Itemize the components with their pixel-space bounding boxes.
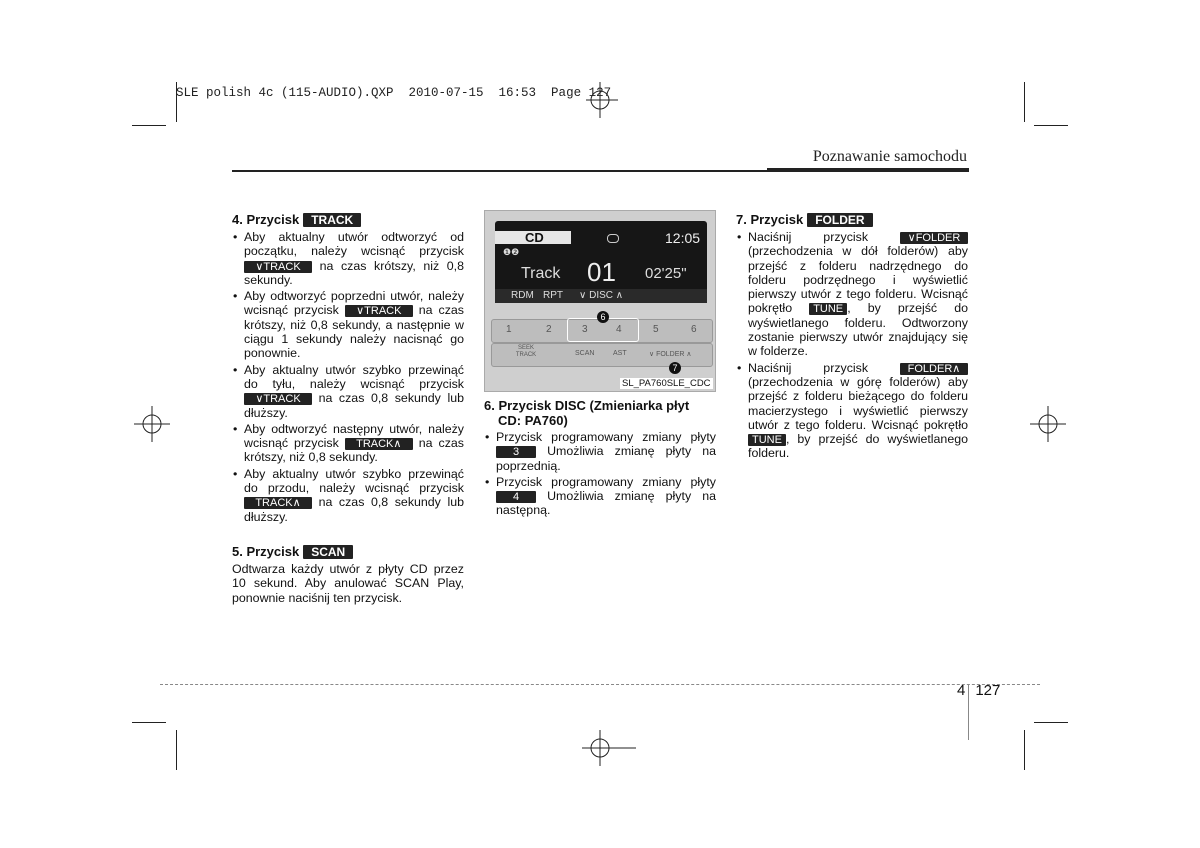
track-up-button: TRACK∧ [345,438,413,450]
footer-rule [160,684,1040,685]
column-middle [484,398,716,520]
track-up-button: TRACK∧ [244,497,312,509]
scan-description: Odtwarza każdy utwór z płyty CD przez 10 sekund. Aby anulować SCAN Play, ponownie naciśnij ten przycisk. [232,561,464,605]
tune-knob-label: TUNE [748,434,786,446]
preset-2: 2 [546,324,552,335]
folder-down-button: ∨FOLDER [900,232,968,244]
list-item: • Przycisk programowany zmiany płyty 4 Umożliwia zmianę płyty na następną. [484,475,716,518]
track-time: 02'25" [645,265,687,282]
heading-scan: 5. Przycisk SCAN [232,544,464,560]
page-number [957,682,1000,699]
list-item: • Aby odtworzyć następny utwór, należy wcisnąć przycisk TRACK∧ na czas krótszy, niż 0,8 sekundy. [232,422,464,465]
folder-bullets [736,230,968,461]
menu-rdm: RDM [511,290,534,301]
preset-4-button: 4 [496,491,536,503]
list-item: • Naciśnij przycisk ∨FOLDER (przechodzenia w dół folderów) aby przejść z folderu nadrzędnego do folderu podrzędnego i wyświetlić pierwszy utwór z tego folderu. Wcisnąć pokrętło TUNE , by przejść do wyświetlanego folderu. Odtworzony zostanie pierwszy utwór znajdujący się w folderze. [736,230,968,359]
list-item: • Naciśnij przycisk FOLDER∧ (przechodzenia w górę folderów) aby przejść z folderu bieżącego do folderu macierzystego i wyświetlić pierwszy utwór z tego folderu. Wcisnąć pokrętło TUNE , by przejść do wyświetlanego folderu. [736,361,968,461]
heading-track: 4. Przycisk TRACK [232,212,464,228]
crop-mark [1024,730,1025,770]
column-right [736,212,968,463]
track-down-button: ∨TRACK [244,261,312,273]
crop-mark [1034,125,1068,126]
list-item: • Przycisk programowany zmiany płyty 3 Umożliwia zmianę płyty na poprzednią. [484,430,716,473]
preset-1: 1 [506,324,512,335]
scan-label: SCAN [575,350,595,357]
cd-icon [607,234,619,243]
disc-indicator-icon: ❶❷ [503,247,520,257]
crop-mark [132,722,166,723]
ast-label: AST [613,350,627,357]
preset-6: 6 [691,324,697,335]
registration-mark-bottom [582,730,636,766]
tune-knob-label: TUNE [809,303,847,315]
section-title: Poznawanie samochodu [812,148,967,165]
header-rule-bar [767,168,969,172]
track-down-button: ∨TRACK [244,393,312,405]
callout-6: 6 [597,311,609,323]
crop-mark [1034,722,1068,723]
crop-mark [1024,82,1025,122]
menu-rpt: RPT [543,290,563,301]
figure-caption: SL_PA760SLE_CDC [622,378,711,389]
heading-disc: 6. Przycisk DISC (Zmieniarka płyt CD: PA760) [484,398,690,428]
crop-mark [132,125,166,126]
folder-up-button: FOLDER∧ [900,363,968,375]
preset-3: 3 [582,324,588,335]
radio-display [495,221,707,303]
seek-track-label: SEEK TRACK [515,345,537,358]
callout-7: 7 [669,362,681,374]
folder-button-label: FOLDER [807,213,872,227]
track-button-label: TRACK [303,213,361,227]
list-item: • Aby aktualny utwór szybko przewinąć do tyłu, należy wcisnąć przycisk ∨TRACK na czas 0,8 sekundy lub dłuższy. [232,363,464,420]
track-number: 01 [587,257,616,287]
list-item: • Aby aktualny utwór szybko przewinąć do przodu, należy wcisnąć przycisk TRACK∧ na czas 0,8 sekundy lub dłuższy. [232,467,464,524]
list-item: • Aby aktualny utwór odtworzyć od początku, należy wcisnąć przycisk ∨TRACK na czas krótszy, niż 0,8 sekundy. [232,230,464,287]
registration-mark-right [1030,406,1066,442]
cd-label: CD [525,230,544,245]
crop-mark [176,730,177,770]
radio-illustration [484,210,716,392]
page-number-value: 127 [975,682,1001,699]
menu-disc: ∨ DISC ∧ [579,290,624,301]
track-bullets [232,230,464,524]
preset-3-button: 3 [496,446,536,458]
preset-5: 5 [653,324,659,335]
clock: 12:05 [665,230,701,246]
scan-button-label: SCAN [303,545,353,559]
list-item: • Aby odtworzyć poprzedni utwór, należy wcisnąć przycisk ∨TRACK na czas krótszy, niż 0,8 sekundy, a następnie w ciągu 1 sekundy należy nacisnąć go ponownie. [232,289,464,360]
disc-bullets [484,430,716,518]
preset-4: 4 [616,324,622,335]
heading-folder: 7. Przycisk FOLDER [736,212,968,228]
registration-mark-left [134,406,170,442]
chapter-number: 4 [957,682,966,699]
folder-label: ∨ FOLDER ∧ [649,351,692,358]
column-left [232,212,464,605]
track-label: Track [521,265,561,282]
track-down-button: ∨TRACK [345,305,413,317]
print-slug: SLE polish 4c (115-AUDIO).QXP 2010-07-15 16:53 Page 127 [176,86,612,100]
